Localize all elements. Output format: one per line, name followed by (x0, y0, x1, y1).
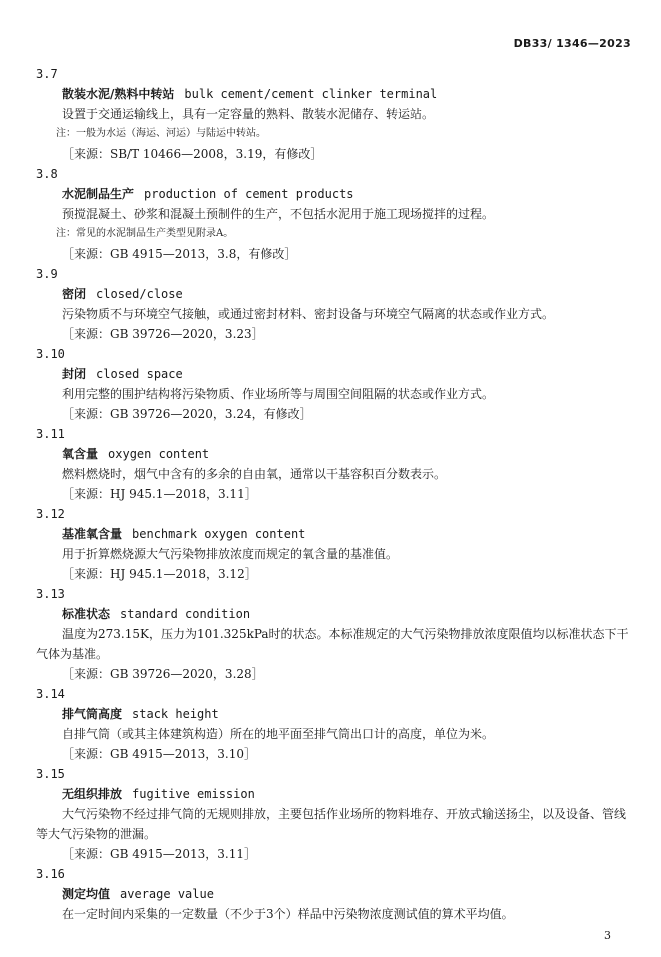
document-id-header: DB33/ 1346—2023 (513, 37, 631, 50)
term-entry (36, 684, 636, 764)
term-en: oxygen content (108, 447, 210, 461)
clause-number: 3.13 (36, 587, 65, 601)
term-zh: 标准状态 (62, 607, 111, 621)
term-entry (36, 584, 636, 684)
term-definition: 燃料燃烧时，烟气中含有的多余的自由氧，通常以干基容积百分数表示。 (62, 467, 447, 481)
term-title (36, 704, 636, 724)
term-entry (36, 424, 636, 504)
clause-number: 3.14 (36, 687, 65, 701)
clause-number: 3.10 (36, 347, 65, 361)
term-en: benchmark oxygen content (132, 527, 306, 541)
term-entry (36, 764, 636, 864)
clause-number: 3.8 (36, 167, 58, 181)
term-title (36, 784, 636, 804)
term-title (36, 444, 636, 464)
term-en: closed/close (96, 287, 183, 301)
clause-number: 3.9 (36, 267, 58, 281)
clause-number: 3.7 (36, 67, 58, 81)
clause-number: 3.11 (36, 427, 65, 441)
term-source: ［来源：GB 39726—2020，3.24，有修改］ (62, 407, 312, 421)
term-zh: 水泥制品生产 (62, 187, 135, 201)
term-en: bulk cement/cement clinker terminal (184, 87, 438, 101)
term-source: ［来源：GB 39726—2020，3.23］ (62, 327, 264, 341)
clause-number: 3.12 (36, 507, 65, 521)
term-source: ［来源：GB 4915—2013，3.11］ (62, 847, 257, 861)
term-definition: 用于折算燃烧源大气污染物排放浓度而规定的氧含量的基准值。 (62, 547, 399, 561)
page-number: 3 (604, 929, 611, 942)
term-title (36, 604, 636, 624)
term-entry (36, 504, 636, 584)
term-definition: 利用完整的围护结构将污染物质、作业场所等与周围空间阻隔的状态或作业方式。 (62, 387, 495, 401)
terms-list (36, 64, 636, 924)
term-en: standard condition (120, 607, 251, 621)
term-definition: 在一定时间内采集的一定数量（不少于3个）样品中污染物浓度测试值的算术平均值。 (62, 907, 514, 921)
term-source: ［来源：GB 4915—2013，3.8，有修改］ (62, 247, 297, 261)
term-definition: 预搅混凝土、砂浆和混凝土预制件的生产，不包括水泥用于施工现场搅拌的过程。 (62, 207, 495, 221)
term-en: closed space (96, 367, 183, 381)
term-title (36, 884, 636, 904)
term-entry (36, 164, 636, 264)
clause-number: 3.15 (36, 767, 65, 781)
term-source: ［来源：GB 39726—2020，3.28］ (62, 667, 264, 681)
term-en: fugitive emission (132, 787, 255, 801)
term-note: 注：一般为水运（海运、河运）与陆运中转站。 (56, 128, 266, 139)
term-en: average value (120, 887, 214, 901)
term-en: production of cement products (144, 187, 354, 201)
term-source: ［来源：HJ 945.1—2018，3.11］ (62, 487, 257, 501)
term-zh: 无组织排放 (62, 787, 123, 801)
term-zh: 氧含量 (62, 447, 99, 461)
term-note: 注：常见的水泥制品生产类型见附录A。 (56, 228, 234, 239)
term-definition: 污染物质不与环境空气接触，或通过密封材料、密封设备与环境空气隔离的状态或作业方式。 (62, 307, 555, 321)
term-zh: 封闭 (62, 367, 87, 381)
term-source: ［来源：HJ 945.1—2018，3.12］ (62, 567, 257, 581)
term-en: stack height (132, 707, 219, 721)
term-title (36, 284, 636, 304)
term-entry (36, 344, 636, 424)
term-source: ［来源：SB/T 10466—2008，3.19，有修改］ (62, 147, 323, 161)
term-title (36, 364, 636, 384)
term-entry (36, 264, 636, 344)
term-title (36, 524, 636, 544)
term-zh: 密闭 (62, 287, 87, 301)
term-title (36, 184, 636, 204)
term-zh: 基准氧含量 (62, 527, 123, 541)
term-definition: 自排气筒（或其主体建筑构造）所在的地平面至排气筒出口计的高度，单位为米。 (62, 727, 495, 741)
clause-number: 3.16 (36, 867, 65, 881)
term-definition: 设置于交通运输线上，具有一定容量的熟料、散装水泥储存、转运站。 (62, 107, 435, 121)
term-definition: 温度为273.15K，压力为101.325kPa时的状态。本标准规定的大气污染物排放浓度限值均以标准状态下干气体为基准。 (36, 627, 629, 661)
term-zh: 测定均值 (62, 887, 111, 901)
term-entry (36, 864, 636, 924)
term-definition: 大气污染物不经过排气筒的无规则排放，主要包括作业场所的物料堆存、开放式输送扬尘，以及设备、管线等大气污染物的泄漏。 (36, 807, 627, 841)
term-entry (36, 64, 636, 164)
term-title (36, 84, 636, 104)
term-zh: 排气筒高度 (62, 707, 123, 721)
term-source: ［来源：GB 4915—2013，3.10］ (62, 747, 257, 761)
term-zh: 散装水泥/熟料中转站 (62, 87, 175, 101)
